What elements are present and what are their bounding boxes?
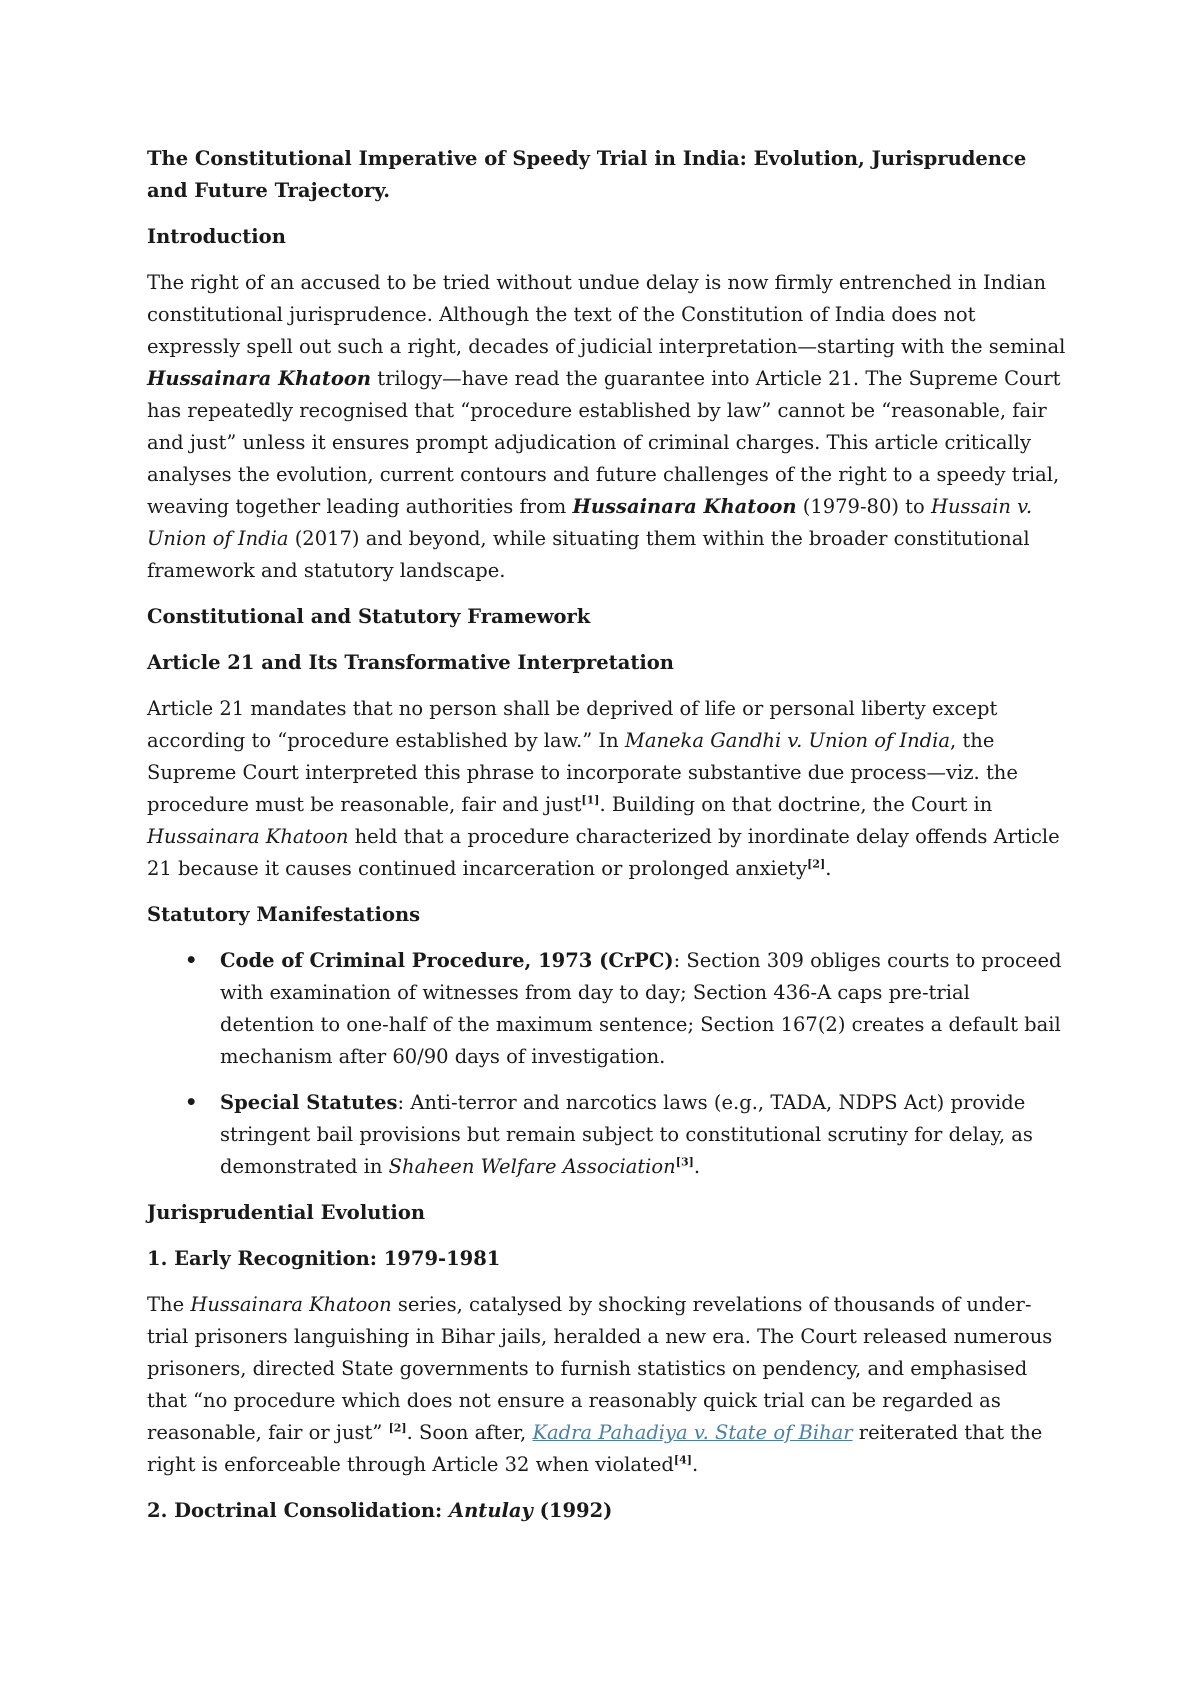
heading-suffix: (1992) <box>532 1499 613 1522</box>
case-name: Hussain v. Union of India <box>147 495 1033 550</box>
text: (2017) and beyond, while situating them within the broader constitutional framework and statutory landscape. <box>147 527 1030 582</box>
footnote-ref[interactable]: [3] <box>675 1155 694 1169</box>
text: . Building on that doctrine, the Court in <box>599 793 993 816</box>
footnote-ref[interactable]: [2] <box>388 1421 407 1435</box>
item-text: : Section 309 obliges courts to proceed with examination of witnesses from day to day; Section 436-A caps pre-trial detention to one-half of the maximum sentence; Section 167(2) creates a default bail mechanism after 60/90 days of investigation. <box>220 949 1062 1068</box>
footnote-ref[interactable]: [4] <box>673 1453 692 1467</box>
text: (1979-80) to <box>796 495 931 518</box>
text: Article 21 mandates that no person shall be deprived of life or personal liberty except according to “procedure established by law.” In <box>147 697 998 752</box>
text: . Soon after, <box>406 1421 533 1444</box>
bullet-icon: • <box>185 1091 198 1114</box>
paragraph-article-21 <box>147 693 1070 885</box>
item-label: Code of Criminal Procedure, 1973 (CrPC) <box>220 949 674 972</box>
item-label: Special Statutes <box>220 1091 398 1114</box>
text: series, catalysed by shocking revelations of thousands of under-trial prisoners languishing in Bihar jails, heralded a new era. The Court released numerous prisoners, directed State governments to furnish statistics on pendency, and emphasised that “no procedure which does not ensure a reasonably quick trial can be regarded as reasonable, fair or just” <box>147 1293 1053 1444</box>
heading-introduction: Introduction <box>147 225 286 248</box>
text: reiterated that the right is enforceable through Article 32 when violated <box>147 1421 1043 1476</box>
case-name: Hussainara Khatoon <box>190 1293 392 1316</box>
text: . <box>691 1453 699 1476</box>
text: . <box>825 857 832 880</box>
text: . <box>693 1155 701 1178</box>
case-name: Shaheen Welfare Association <box>388 1155 676 1178</box>
text: The right of an accused to be tried without undue delay is now firmly entrenched in Indian constitutional jurisprudence. Although the text of the Constitution of India does not expressly spell out such a right, decades of judicial interpretation—starting with the seminal <box>147 271 1066 358</box>
case-name: Hussainara Khatoon <box>147 825 349 848</box>
case-name: Hussainara Khatoon <box>572 495 797 518</box>
footnote-ref[interactable]: [2] <box>807 857 826 871</box>
heading-framework: Constitutional and Statutory Framework <box>147 605 591 628</box>
text: The <box>147 1293 191 1316</box>
paragraph-introduction <box>147 267 1070 587</box>
paragraph-early-recognition <box>147 1289 1070 1481</box>
footnote-ref[interactable]: [1] <box>581 793 600 807</box>
text: , the Supreme Court interpreted this phrase to incorporate substantive due process—viz. the procedure must be reasonable, fair and just <box>147 729 1018 816</box>
text: held that a procedure characterized by inordinate delay offends Article 21 because it causes continued incarceration or prolonged anxiety <box>147 825 1060 880</box>
heading-jurisprudence: Jurisprudential Evolution <box>147 1201 425 1224</box>
text: trilogy—have read the guarantee into Article 21. The Supreme Court has repeatedly recognised that “procedure established by law” cannot be “reasonable, fair and just” unless it ensures prompt adjudication of criminal charges. This article critically analyses the evolution, current contours and future challenges of the right to a speedy trial, weaving together leading authorities from <box>147 367 1061 518</box>
case-name: Antulay <box>449 1499 533 1522</box>
case-name: Hussainara Khatoon <box>147 367 372 390</box>
item-text: : Anti-terror and narcotics laws (e.g., TADA, NDPS Act) provide stringent bail provisions but remain subject to constitutional scrutiny for delay, as demonstrated in <box>220 1091 1033 1178</box>
heading-article-21: Article 21 and Its Transformative Interpretation <box>147 651 674 674</box>
heading-prefix: 2. Doctrinal Consolidation: <box>147 1499 449 1522</box>
document-title: The Constitutional Imperative of Speedy Trial in India: Evolution, Jurisprudence and Future Trajectory. <box>147 147 1027 202</box>
heading-early-recognition: 1. Early Recognition: 1979-1981 <box>147 1247 501 1270</box>
list-item <box>185 1087 1070 1183</box>
statutory-list <box>147 945 1070 1183</box>
case-link-kadra-pahadiya[interactable]: Kadra Pahadiya v. State of Bihar <box>532 1421 853 1444</box>
case-name: Maneka Gandhi v. Union of India <box>624 729 951 752</box>
bullet-icon: • <box>185 949 198 972</box>
heading-statutory: Statutory Manifestations <box>147 903 421 926</box>
heading-doctrinal-consolidation <box>147 1495 1070 1527</box>
list-item <box>185 945 1070 1073</box>
